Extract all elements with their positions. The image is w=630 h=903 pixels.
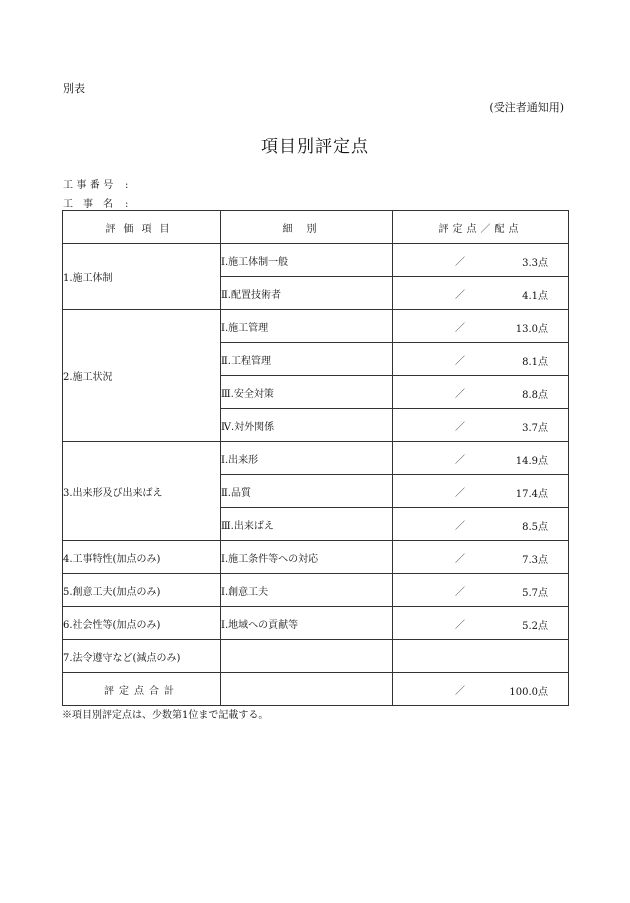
score-cell (393, 409, 569, 442)
evaluation-detail: Ⅰ.施工条件等への対応 (221, 541, 393, 574)
max-points: 4.1点 (522, 291, 548, 302)
evaluation-detail: Ⅱ.品質 (221, 475, 393, 508)
table-row (63, 574, 569, 607)
evaluation-detail: Ⅰ.創意工夫 (221, 574, 393, 607)
score-slash: ／ (455, 356, 465, 367)
total-row (63, 673, 569, 706)
table-row (63, 442, 569, 475)
page-title: 項目別評定点 (261, 137, 369, 157)
evaluation-detail: Ⅰ.出来形 (221, 442, 393, 475)
total-max-points: 100.0点 (509, 687, 548, 698)
total-label: 評定点合計 (63, 673, 221, 706)
score-slash: ／ (455, 554, 465, 565)
table-row (63, 541, 569, 574)
evaluation-detail: Ⅱ.工程管理 (221, 343, 393, 376)
header-detail: 細別 (221, 211, 393, 244)
evaluation-detail: Ⅰ.施工管理 (221, 310, 393, 343)
score-slash: ／ (455, 389, 465, 400)
score-cell (393, 607, 569, 640)
score-cell (393, 640, 569, 673)
score-cell (393, 244, 569, 277)
score-cell (393, 376, 569, 409)
table-header-row (63, 211, 569, 244)
max-points: 8.8点 (522, 390, 548, 401)
score-cell (393, 475, 569, 508)
evaluation-detail: Ⅰ.施工体制一般 (221, 244, 393, 277)
score-slash: ／ (455, 422, 465, 433)
score-cell (393, 277, 569, 310)
evaluation-detail: Ⅰ.地域への貢献等 (221, 607, 393, 640)
evaluation-item: 7.法令遵守など(減点のみ) (63, 640, 221, 673)
evaluation-item: 6.社会性等(加点のみ) (63, 607, 221, 640)
evaluation-item: 5.創意工夫(加点のみ) (63, 574, 221, 607)
evaluation-detail: Ⅱ.配置技術者 (221, 277, 393, 310)
construction-number-label: 工事番号 (63, 180, 117, 191)
table-row (63, 640, 569, 673)
max-points: 8.1点 (522, 357, 548, 368)
score-slash: ／ (455, 488, 465, 499)
evaluation-detail: Ⅲ.出来ばえ (221, 508, 393, 541)
max-points: 5.2点 (522, 621, 548, 632)
max-points: 14.9点 (515, 456, 548, 467)
construction-number-value: : (125, 180, 132, 191)
evaluation-detail (221, 640, 393, 673)
total-detail-empty (221, 673, 393, 706)
max-points: 17.4点 (515, 489, 548, 500)
document-tag: 別表 (63, 82, 85, 95)
score-slash: ／ (455, 323, 465, 334)
construction-name-field (63, 195, 128, 210)
evaluation-detail: Ⅳ.対外関係 (221, 409, 393, 442)
score-slash: ／ (455, 587, 465, 598)
construction-name-label: 工事名 (63, 199, 123, 210)
score-cell (393, 541, 569, 574)
max-points: 7.3点 (522, 555, 548, 566)
footnote: ※項目別評定点は、少数第1位まで記載する。 (62, 710, 269, 721)
evaluation-detail: Ⅲ.安全対策 (221, 376, 393, 409)
score-slash: ／ (455, 290, 465, 301)
score-slash: ／ (455, 521, 465, 532)
header-item: 評価項目 (63, 211, 221, 244)
max-points: 5.7点 (522, 588, 548, 599)
evaluation-item: 3.出来形及び出来ばえ (63, 442, 221, 541)
table-row (63, 244, 569, 277)
score-slash: ／ (455, 257, 465, 268)
max-points: 3.3点 (522, 258, 548, 269)
score-cell (393, 508, 569, 541)
recipient-note: (受注者通知用) (489, 101, 564, 114)
table-row (63, 607, 569, 640)
score-cell (393, 442, 569, 475)
construction-number-field (63, 176, 131, 191)
max-points: 8.5点 (522, 522, 548, 533)
score-cell (393, 343, 569, 376)
construction-name-value: : (125, 199, 129, 210)
evaluation-item: 4.工事特性(加点のみ) (63, 541, 221, 574)
evaluation-item: 2.施工状況 (63, 310, 221, 442)
max-points: 13.0点 (515, 324, 548, 335)
score-slash: ／ (455, 455, 465, 466)
table-row (63, 310, 569, 343)
score-slash: ／ (455, 620, 465, 631)
max-points: 3.7点 (522, 423, 548, 434)
score-cell (393, 310, 569, 343)
evaluation-item: 1.施工体制 (63, 244, 221, 310)
evaluation-table (62, 210, 569, 706)
table-body (63, 244, 569, 706)
score-cell (393, 574, 569, 607)
total-slash: ／ (455, 686, 465, 697)
total-score-cell (393, 673, 569, 706)
header-score: 評定点／配点 (393, 211, 569, 244)
